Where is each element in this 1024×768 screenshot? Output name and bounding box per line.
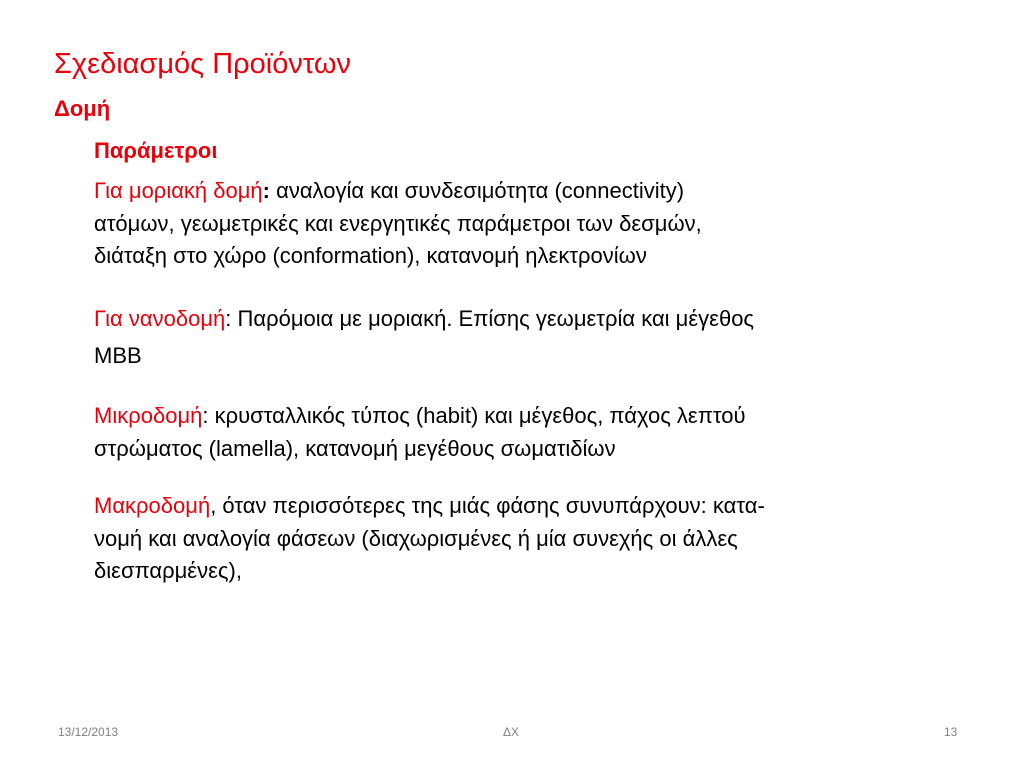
paragraph-separator: , [210,493,217,518]
paragraph-line: διεσπαρμένες), [94,558,242,583]
paragraph-line: στρώματος (lamella), κατανομή μεγέθους σωματιδίων [94,435,616,461]
footer-date: 13/12/2013 [58,725,119,739]
paragraph-line: ατόμων, γεωμετρικές και ενεργητικές παράμετροι των δεσμών, [94,210,702,236]
paragraph-separator: : [262,178,270,203]
section-heading: Παράμετροι [94,138,218,163]
footer-author: ΔΧ [503,725,520,739]
paragraph-line: νομή και αναλογία φάσεων (διαχωρισμένες ή μία συνεχής οι άλλες [94,525,738,551]
paragraph-line: MBB [94,343,142,368]
page-number: 13 [944,725,958,739]
paragraph-separator: : [225,306,232,331]
paragraph-macrostructure [94,490,974,588]
paragraph-line [94,490,974,523]
paragraph-label: Μικροδομή [94,403,203,428]
paragraph-molecular-structure [94,175,974,273]
paragraph-label: Μακροδομή [94,493,211,518]
paragraph-line [94,175,974,208]
paragraph-microstructure [94,400,974,465]
paragraph-text: κρυσταλλικός τύπος (habit) και μέγεθος, πάχος λεπτού [208,403,746,428]
paragraph-separator: : [202,403,209,428]
slide-title: Σχεδιασμός Προϊόντων [54,48,352,80]
paragraph-label: Για μοριακή δομή [94,178,263,203]
paragraph-label: Για νανοδομή [94,306,226,331]
paragraph-text: αναλογία και συνδεσιμότητα (connectivity) [270,178,685,203]
paragraph-line: διάταξη στο χώρο (conformation), κατανομή ηλεκτρονίων [94,243,647,268]
paragraph-line [94,300,974,337]
paragraph-line [94,400,974,433]
paragraph-text: όταν περισσότερες της μιάς φάσης συνυπάρχουν: κατα- [216,493,765,518]
paragraph-nanostructure [94,300,974,374]
slide-subtitle: Δομή [54,96,111,121]
paragraph-text: Παρόμοια με μοριακή. Επίσης γεωμετρία και μέγεθος [231,306,755,331]
